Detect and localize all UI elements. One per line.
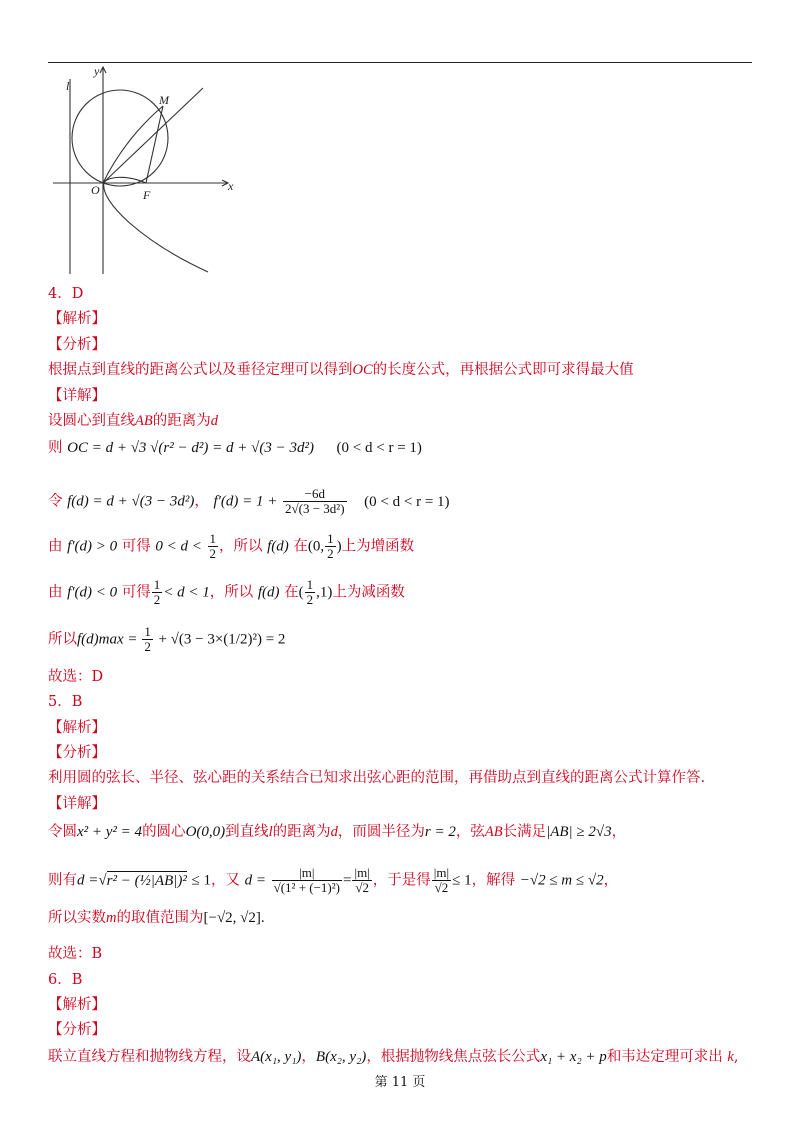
q5-l2-frac3 (432, 866, 451, 895)
q5-l3-range: [−√2, √2] (203, 910, 261, 926)
q6-l1-t3: 和韦达定理可求出 (606, 1049, 723, 1065)
q4-setup (48, 411, 218, 431)
q4-max-rest: + √(3 − 3×(1/2)²) = 2 (158, 631, 286, 648)
q4-inc-t2: 可得 (121, 538, 151, 555)
q6-l1-k: k (727, 1049, 734, 1065)
q4-dec-cond: f′(d) < 0 (67, 584, 118, 601)
q4-inc-half (208, 532, 219, 561)
q5-l3-t3: . (260, 910, 265, 926)
q5-l2-d2pre: d = (244, 872, 266, 889)
q4-inc-int-half-den: 2 (327, 546, 334, 561)
q4-let-frac-den: 2√(3 − 3d²) (285, 501, 345, 516)
q5-answer: 5．B (48, 694, 83, 710)
q5-choose: 故选：B (48, 946, 103, 962)
q5-l2-frac1-den: √(1² + (−1)²) (273, 880, 340, 895)
q4-setup-ab: AB (135, 413, 153, 429)
q5-l3-t2: 的取值范围为 (116, 910, 204, 926)
q4-dec-half-num: 1 (153, 577, 161, 592)
q4-inc-range: 0 < d < (155, 538, 202, 555)
q4-inc-int-post: ) (336, 538, 342, 555)
q4-dec-half (152, 578, 163, 607)
q4-answer: 4．D (48, 286, 84, 302)
q4-max-eq: = (128, 631, 137, 648)
q4-tag-fenxi: 【分析】 (48, 337, 106, 353)
q5-l2-frac3-den: √2 (434, 880, 449, 895)
q4-let-fraction (283, 487, 347, 516)
q4-inc-int-half (325, 532, 336, 561)
tangent-line (103, 88, 203, 183)
label-y: y (94, 64, 100, 78)
q5-l1-ab: AB (484, 824, 503, 840)
q4-inc-t3: ，所以 (219, 538, 263, 555)
q5-tag-jiexi: 【解析】 (48, 720, 106, 736)
q5-l2-t4: ，解得 (471, 872, 516, 889)
q4-let-pre: 令 (48, 493, 63, 510)
q4-line-increasing (48, 532, 414, 561)
q6-l1-formula: x₁ + x₂ + p (540, 1049, 607, 1065)
q5-l2-frac1 (272, 866, 342, 895)
q4-max-pre: 所以 (48, 631, 77, 648)
q4-setup-d: d (210, 413, 218, 429)
q5-l1-t4: 的距离为 (272, 824, 331, 840)
q4-analysis-oc: OC (352, 362, 373, 378)
q4-max-half (142, 625, 153, 654)
q4-tag-xiangjie: 【详解】 (48, 388, 106, 404)
q5-l1-t2: 的圆心 (142, 824, 186, 840)
q5-l2-sol: −√2 ≤ m ≤ √2 (519, 872, 604, 889)
q4-oc-cond: (0 < d < r = 1) (336, 440, 422, 456)
q4-tag-jiexi: 【解析】 (48, 311, 106, 327)
q5-analysis: 利用圆的弦长、半径、弦心距的关系结合已知求出弦心距的范围，再借助点到直线的距离公式计算作答. (48, 770, 706, 786)
q6-answer: 6．B (48, 972, 83, 988)
q4-dec-t4: 在 (284, 584, 299, 601)
q4-inc-half-num: 1 (209, 531, 216, 546)
q4-line-oc (48, 438, 422, 458)
q4-oc-pre: 则 (48, 440, 63, 456)
q5-tag-fenxi: 【分析】 (48, 745, 106, 761)
q4-analysis-post: 的长度公式，再根据公式即可求得最大值 (372, 362, 634, 378)
q5-l2-frac3-num: |m| (433, 865, 450, 880)
q6-l1-b: B(x₂, y₂) (315, 1049, 367, 1065)
q5-l1-t1: 令圆 (48, 824, 77, 840)
label-l: l (66, 79, 70, 93)
q5-l1-center: O(0,0) (185, 824, 226, 840)
label-o: O (91, 183, 100, 197)
q5-l2-sqrt: r² − (½|AB|)² (106, 872, 187, 889)
q4-setup-mid: 的距离为 (152, 413, 211, 429)
q5-l1-t3: 到直线 (225, 824, 269, 840)
page-number: 第 11 页 (374, 1075, 426, 1090)
q4-dec-t5: 上为减函数 (332, 584, 405, 601)
q5-line2: 则有d =√r² − (½|AB|)² ≤ 1，又 d = $\frac{|m|}{\text{√(1² + (−1)²)}}$ = $\frac{|m|}{√2}$ ，于是得 $\frac{|m|}{√2}$ ≤ 1，解得 −√2 ≤ m ≤ √2， (48, 865, 619, 895)
q5-l2-dpre: d = (77, 872, 99, 889)
q4-dec-t1: 由 (48, 584, 63, 601)
q5-l1-circle: x² + y² = 4 (77, 824, 143, 840)
q5-l1-chord: |AB| ≥ 2√3 (546, 824, 612, 840)
q4-line-let (48, 487, 450, 516)
q5-l1-r: r = 2 (424, 824, 456, 840)
q4-inc-t4: 在 (293, 538, 308, 555)
q4-inc-t5: 上为增函数 (341, 538, 415, 555)
label-x: x (228, 179, 234, 193)
q5-l1-t7: 长满足 (502, 824, 547, 840)
q4-max-half-den: 2 (144, 639, 151, 654)
q4-max-fmax: f(d)max (77, 631, 124, 648)
geometry-figure (48, 64, 248, 279)
q5-l2-frac2-den: √2 (355, 880, 369, 895)
q6-tag-jiexi: 【解析】 (48, 997, 106, 1013)
q4-inc-f: f(d) (267, 538, 289, 555)
q4-let-sep: ， (194, 493, 209, 510)
q4-line-decreasing (48, 578, 405, 607)
q4-let-fp: f′(d) = 1 + (213, 493, 278, 510)
q5-l1-t5: ，而圆半径为 (337, 824, 425, 840)
q5-l2-t3: ，于是得 (372, 872, 431, 889)
q6-l1-sep: ， (301, 1049, 316, 1065)
q4-let-fd: f(d) = d + √(3 − 3d²) (67, 493, 195, 510)
q5-l2-t2: ，又 (210, 872, 240, 889)
q4-dec-half-den: 2 (153, 592, 161, 607)
label-m: M (159, 93, 169, 107)
q5-l2-le1: ≤ 1 (452, 872, 472, 889)
q4-let-cond: (0 < d < r = 1) (364, 493, 450, 510)
q5-l2-frac2 (352, 866, 371, 895)
parabola (104, 177, 208, 272)
q4-dec-int-post: ,1) (316, 584, 333, 601)
q4-choose: 故选：D (48, 669, 104, 685)
q4-inc-cond: f′(d) > 0 (67, 538, 118, 555)
q4-dec-int-half-den: 2 (306, 592, 314, 607)
label-f: F (143, 188, 151, 202)
header-rule (48, 62, 752, 63)
q4-dec-int-half-num: 1 (306, 577, 314, 592)
q4-inc-half-den: 2 (209, 546, 216, 561)
q5-l1-d: d (330, 824, 338, 840)
q4-oc-formula: OC = d + √3 √(r² − d²) = d + √(3 − 3d²) (67, 440, 314, 456)
q6-l1-t2: ，根据抛物线焦点弦长公式 (366, 1049, 541, 1065)
q6-l1-t4: , (733, 1049, 739, 1065)
q5-tag-xiangjie: 【详解】 (48, 796, 106, 812)
q5-l1-l: l (268, 824, 273, 840)
q5-l1-t6: ，弦 (455, 824, 485, 840)
q4-inc-int-pre: (0, (307, 538, 325, 555)
q5-line1 (48, 822, 626, 842)
q6-tag-fenxi: 【分析】 (48, 1022, 106, 1038)
q4-dec-range: < d < 1 (163, 584, 210, 601)
q6-l1-a: A(x₁, y₁) (251, 1049, 302, 1065)
q4-setup-pre: 设圆心到直线 (48, 413, 135, 429)
q5-l2-frac2-num: |m| (354, 865, 370, 880)
q4-dec-int-pre: ( (298, 584, 304, 601)
q4-dec-f: f(d) (257, 584, 280, 601)
q5-l2-dpost: ≤ 1 (191, 872, 211, 889)
q5-line3 (48, 908, 265, 928)
q4-analysis-pre: 根据点到直线的距离公式以及垂径定理可以得到 (48, 362, 353, 378)
q6-l1-t1: 联立直线方程和抛物线方程，设 (48, 1049, 251, 1065)
q4-dec-t2: 可得 (121, 584, 151, 601)
q5-l2-frac1-num: |m| (272, 866, 342, 881)
q4-inc-int-half-num: 1 (327, 531, 334, 546)
q4-dec-int-half (305, 578, 316, 607)
q4-let-frac-num: −6d (283, 487, 347, 502)
circle (72, 90, 168, 186)
q4-analysis (48, 360, 634, 380)
q5-l2-t5: ， (603, 872, 619, 889)
q4-dec-t3: ，所以 (209, 584, 254, 601)
q4-line-max (48, 625, 285, 654)
q6-line1 (48, 1047, 738, 1067)
q5-l2-t1: 则有 (48, 872, 77, 889)
q5-l2-eq: = (343, 872, 352, 889)
q5-l1-t8: ， (611, 824, 627, 840)
q5-l3-t1: 所以实数 (48, 910, 106, 926)
q4-max-half-num: 1 (144, 624, 151, 639)
q5-l3-m: m (106, 910, 117, 926)
q4-inc-t1: 由 (48, 538, 63, 555)
